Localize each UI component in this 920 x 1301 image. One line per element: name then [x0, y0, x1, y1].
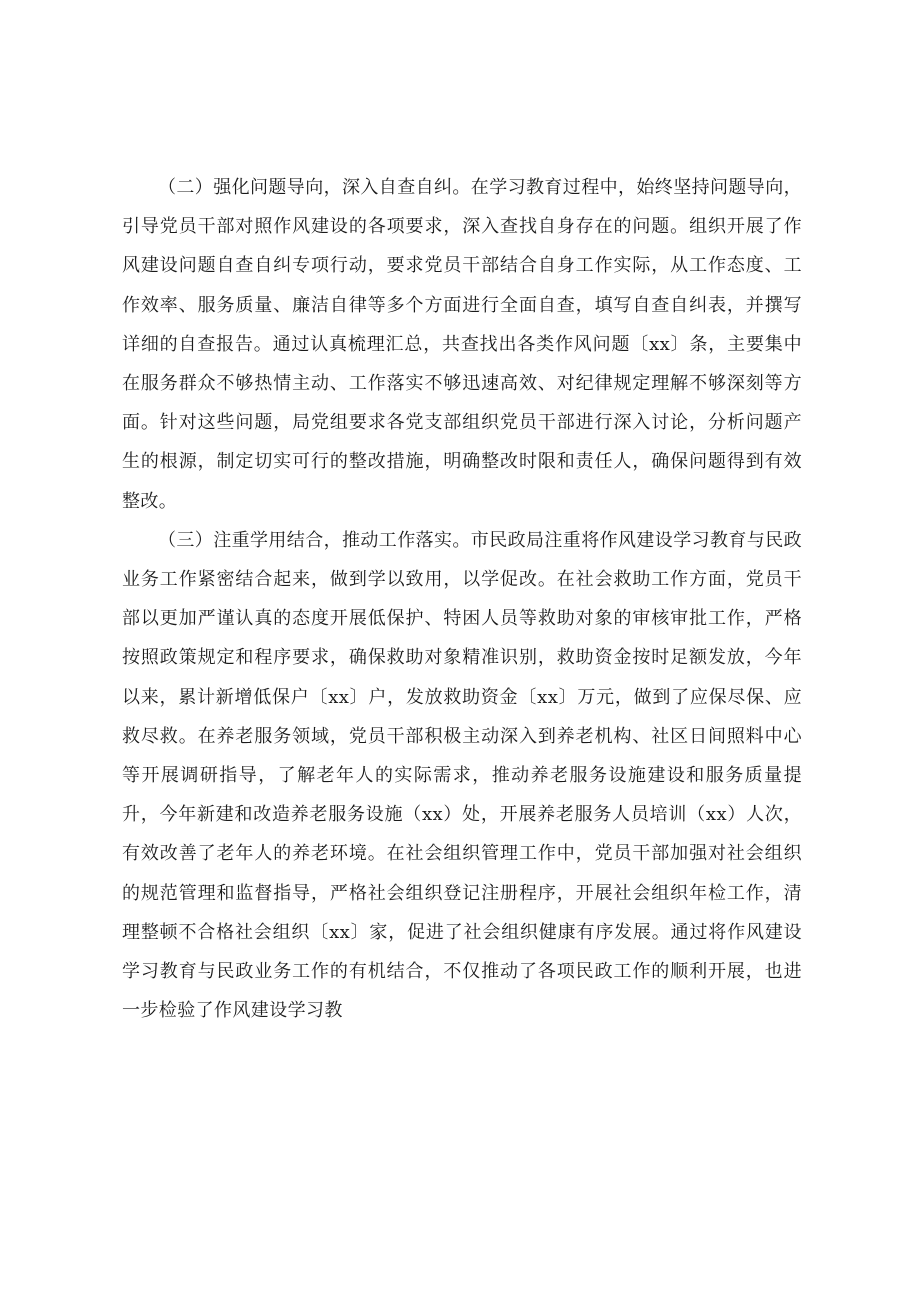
paragraph-learning-application: （三）注重学用结合，推动工作落实。市民政局注重将作风建设学习教育与民政业务工作紧密结合起来，做到学以致用，以学促改。在社会救助工作方面，党员干部以更加严谨认真的态度开展低保护、特困人员等救助对象的审核审批工作，严格按照政策规定和程序要求，确保救助对象精准识别，救助资金按时足额发放，今年以来，累计新增低保户〔xx〕户，发放救助资金〔xx〕万元，做到了应保尽保、应救尽救。在养老服务领域，党员干部积极主动深入到养老机构、社区日间照料中心等开展调研指导，了解老年人的实际需求，推动养老服务设施建设和服务质量提升，今年新建和改造养老服务设施（xx）处，开展养老服务人员培训（xx）人次，有效改善了老年人的养老环境。在社会组织管理工作中，党员干部加强对社会组织的规范管理和监督指导，严格社会组织登记注册程序，开展社会组织年检工作，清理整顿不合格社会组织〔xx〕家，促进了社会组织健康有序发展。通过将作风建设学习教育与民政业务工作的有机结合，不仅推动了各项民政工作的顺利开展，也进一步检验了作风建设学习教	[122, 529, 802, 1022]
paragraph-self-inspection: （二）强化问题导向，深入自查自纠。在学习教育过程中，始终坚持问题导向，引导党员干部对照作风建设的各项要求，深入查找自身存在的问题。组织开展了作风建设问题自查自纠专项行动，要求党员干部结合自身工作实际，从工作态度、工作效率、服务质量、廉洁自律等多个方面进行全面自查，填写自查自纠表，并撰写详细的自查报告。通过认真梳理汇总，共查找出各类作风问题〔xx〕条，主要集中在服务群众不够热情主动、工作落实不够迅速高效、对纪律规定理解不够深刻等方面。针对这些问题，局党组要求各党支部组织党员干部进行深入讨论，分析问题产生的根源，制定切实可行的整改措施，明确整改时限和责任人，确保问题得到有效整改。	[122, 177, 802, 512]
document-body	[122, 168, 802, 1030]
